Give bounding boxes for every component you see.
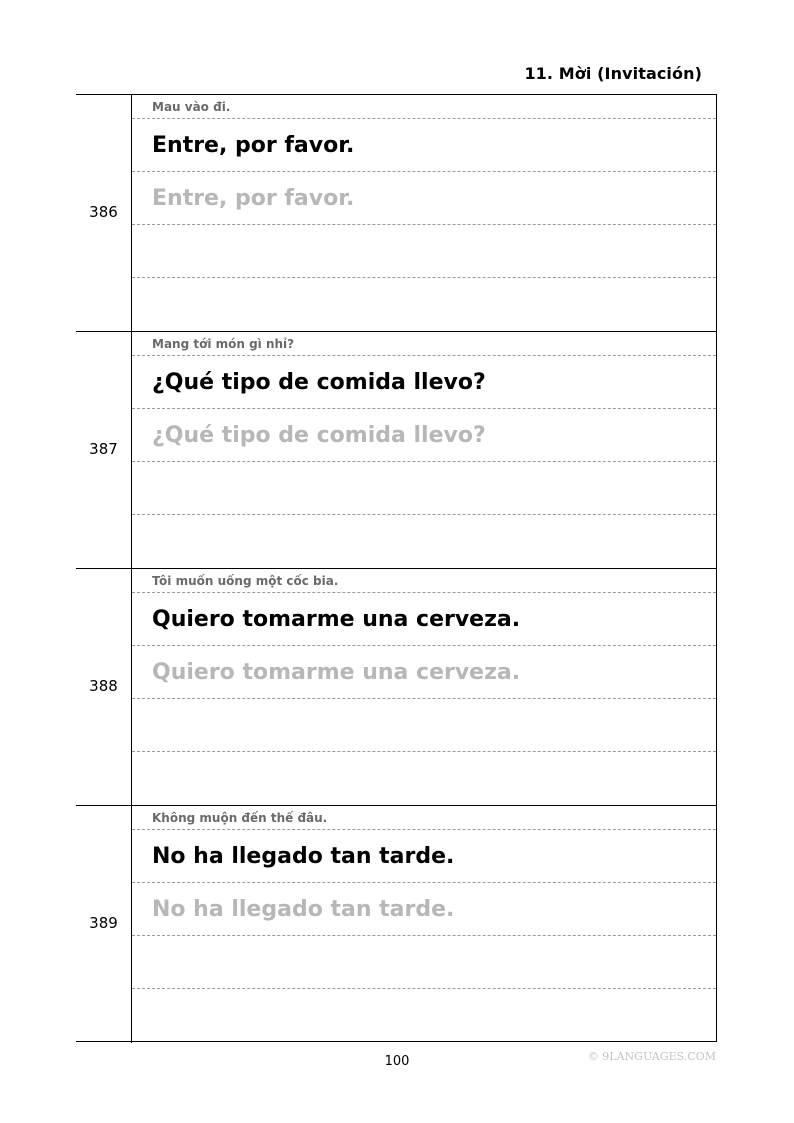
entry-block	[76, 332, 716, 569]
trace-text: No ha llegado tan tarde.	[132, 883, 716, 936]
blank-writing-line	[132, 752, 716, 805]
entry-rows	[132, 806, 716, 1043]
entry-block	[76, 806, 716, 1043]
blank-writing-line	[132, 462, 716, 515]
blank-writing-line	[132, 699, 716, 752]
hint-text: Mau vào đi.	[132, 95, 716, 119]
blank-writing-line	[132, 515, 716, 568]
blank-writing-line	[132, 278, 716, 331]
entry-rows	[132, 569, 716, 805]
blank-writing-line	[132, 989, 716, 1042]
number-column	[76, 332, 132, 568]
entry-number: 387	[89, 440, 118, 458]
practice-sheet	[76, 94, 717, 1042]
phrase-text: Quiero tomarme una cerveza.	[132, 593, 716, 646]
trace-text: ¿Qué tipo de comida llevo?	[132, 409, 716, 462]
entry-number: 388	[89, 677, 118, 695]
phrase-text: No ha llegado tan tarde.	[132, 830, 716, 883]
number-column	[76, 806, 132, 1043]
number-column	[76, 95, 132, 331]
hint-text: Tôi muốn uống một cốc bia.	[132, 569, 716, 593]
blank-writing-line	[132, 225, 716, 278]
entry-number: 389	[89, 914, 118, 932]
number-column	[76, 569, 132, 805]
blank-writing-line	[132, 936, 716, 989]
entry-rows	[132, 332, 716, 568]
entry-rows	[132, 95, 716, 331]
entry-block	[76, 569, 716, 806]
hint-text: Không muộn đến thế đâu.	[132, 806, 716, 830]
hint-text: Mang tới món gì nhỉ?	[132, 332, 716, 356]
phrase-text: ¿Qué tipo de comida llevo?	[132, 356, 716, 409]
entry-number: 386	[89, 203, 118, 221]
entry-block	[76, 95, 716, 332]
phrase-text: Entre, por favor.	[132, 119, 716, 172]
trace-text: Entre, por favor.	[132, 172, 716, 225]
page-title: 11. Mời (Invitación)	[524, 64, 702, 83]
watermark: © 9LANGUAGES.COM	[587, 1050, 716, 1063]
page-number: 100	[384, 1054, 410, 1069]
trace-text: Quiero tomarme una cerveza.	[132, 646, 716, 699]
